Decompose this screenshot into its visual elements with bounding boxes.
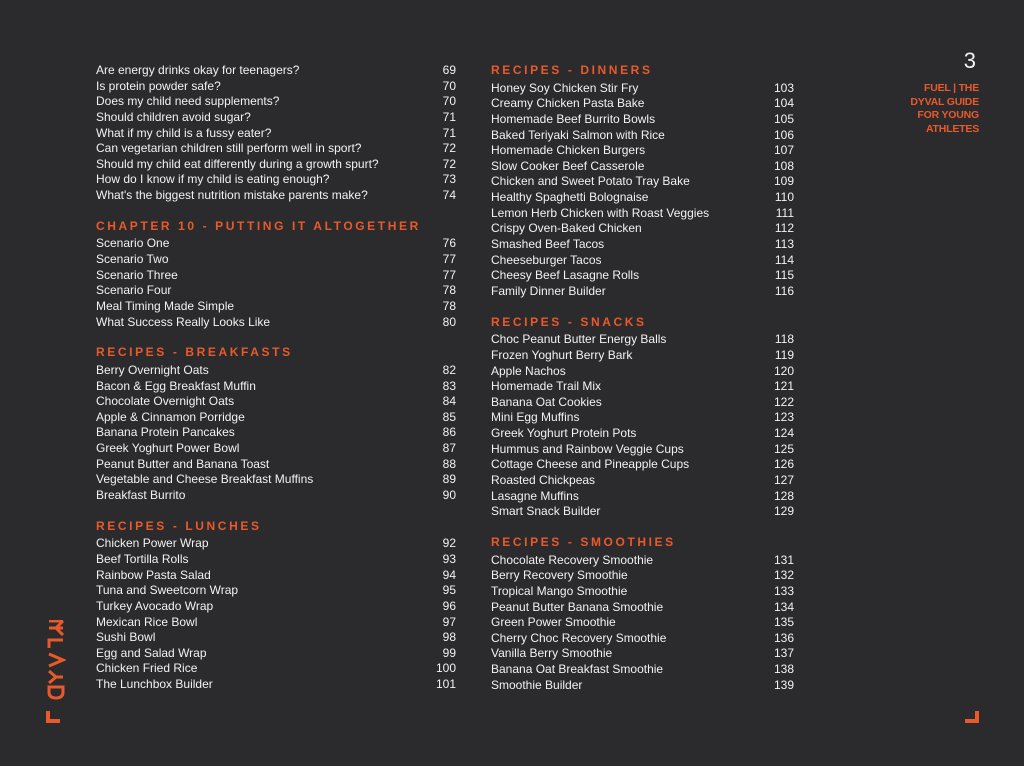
toc-entry — [96, 252, 456, 268]
toc-entry — [491, 284, 794, 300]
toc-entry — [491, 489, 794, 505]
toc-entry-page-number: 134 — [773, 599, 794, 614]
toc-entry — [491, 442, 794, 458]
toc-entry-title: Family Dinner Builder — [491, 283, 606, 298]
toc-entry — [491, 568, 794, 584]
toc-entry-page-number: 139 — [773, 677, 794, 692]
toc-entry-title: Chicken Fried Rice — [96, 661, 198, 676]
toc-entry-page-number: 93 — [442, 551, 456, 566]
corner-bracket-bottom-right — [965, 711, 979, 723]
toc-entry-page-number: 122 — [773, 394, 794, 409]
toc-entry-title: Healthy Spaghetti Bolognaise — [491, 190, 649, 205]
toc-entry-page-number: 88 — [442, 456, 456, 471]
toc-entry-page-number: 115 — [774, 268, 794, 283]
toc-entry-page-number: 76 — [442, 236, 456, 251]
toc-entry — [96, 599, 456, 615]
toc-entry-page-number: 74 — [442, 188, 456, 203]
toc-entry-page-number: 116 — [774, 283, 794, 298]
toc-entry-title: Honey Soy Chicken Stir Fry — [491, 80, 639, 95]
toc-entry-title: Slow Cooker Beef Casserole — [491, 158, 645, 173]
toc-entry — [96, 568, 456, 584]
toc-entry-page-number: 136 — [773, 630, 794, 645]
toc-entry — [491, 237, 794, 253]
toc-entry-title: Cottage Cheese and Pineapple Cups — [491, 457, 690, 472]
toc-entry — [491, 332, 794, 348]
toc-entry-title: Roasted Chickpeas — [491, 473, 596, 488]
toc-entry-page-number: 123 — [773, 410, 794, 425]
toc-entry — [96, 299, 456, 315]
toc-entry-page-number: 103 — [773, 80, 794, 95]
toc-entry-title: Homemade Trail Mix — [491, 379, 602, 394]
section-heading: CHAPTER 10 - PUTTING IT ALTOGETHER — [96, 218, 421, 233]
toc-entry-title: Meal Timing Made Simple — [96, 298, 235, 313]
toc-entry-page-number: 100 — [435, 661, 456, 676]
toc-entry-title: Green Power Smoothie — [491, 615, 616, 630]
toc-entry-title: Should children avoid sugar? — [96, 109, 251, 124]
toc-entry-title: What Success Really Looks Like — [96, 314, 271, 329]
toc-entry — [96, 410, 456, 426]
toc-entry-title: Does my child need supplements? — [96, 94, 280, 109]
toc-entry-page-number: 126 — [773, 457, 794, 472]
toc-entry-page-number: 127 — [773, 473, 794, 488]
toc-entry-page-number: 108 — [773, 158, 794, 173]
toc-entry-page-number: 120 — [773, 363, 794, 378]
toc-entry — [96, 110, 456, 126]
toc-entry-title: Rainbow Pasta Salad — [96, 567, 211, 582]
toc-section-dinners — [491, 63, 794, 300]
toc-entry-title: Hummus and Rainbow Veggie Cups — [491, 441, 684, 456]
toc-entry-page-number: 95 — [442, 583, 456, 598]
guide-title-line: FOR YOUNG — [917, 109, 979, 122]
toc-entry-page-number: 118 — [774, 332, 794, 347]
toc-entry — [96, 441, 456, 457]
toc-entry — [96, 583, 456, 599]
toc-entry-page-number: 70 — [442, 94, 456, 109]
guide-title-line: FUEL | THE — [924, 82, 979, 94]
toc-entry — [491, 379, 794, 395]
toc-entry-title: Vanilla Berry Smoothie — [491, 646, 613, 661]
toc-entry-title: What's the biggest nutrition mistake parents make? — [96, 188, 368, 203]
toc-section-smoothies — [491, 535, 794, 693]
toc-entry — [491, 600, 794, 616]
toc-entry-title: Frozen Yoghurt Berry Bark — [491, 347, 633, 362]
toc-entry — [491, 159, 794, 175]
toc-entry-page-number: 113 — [774, 237, 794, 252]
toc-entry-page-number: 80 — [442, 314, 456, 329]
toc-entry-title: Cheeseburger Tacos — [491, 252, 602, 267]
toc-entry-page-number: 77 — [442, 267, 456, 282]
toc-entry — [96, 677, 456, 693]
page-number: 3 — [963, 48, 976, 73]
section-heading: RECIPES - DINNERS — [491, 63, 653, 77]
toc-entry — [491, 221, 794, 237]
toc-section-chapter-10 — [96, 219, 456, 330]
toc-entry-title: Egg and Salad Wrap — [96, 645, 207, 660]
toc-entry-page-number: 99 — [442, 645, 456, 660]
guide-title — [910, 82, 979, 136]
toc-entry-page-number: 110 — [774, 190, 794, 205]
toc-entry-page-number: 82 — [442, 362, 456, 377]
toc-entry-title: Homemade Chicken Burgers — [491, 143, 646, 158]
toc-entry-title: Should my child eat differently during a growth spurt? — [96, 156, 379, 171]
toc-entry-title: Cherry Choc Recovery Smoothie — [491, 630, 667, 645]
toc-entry — [491, 631, 794, 647]
toc-entry-title: Apple Nachos — [491, 363, 566, 378]
toc-entry-page-number: 111 — [775, 205, 794, 220]
guide-title-line: ATHLETES — [925, 122, 979, 135]
toc-entry-title: Greek Yoghurt Protein Pots — [491, 426, 637, 441]
toc-entry-page-number: 84 — [442, 394, 456, 409]
toc-entry-page-number: 138 — [773, 662, 794, 677]
toc-entry-page-number: 77 — [442, 252, 456, 267]
toc-entry-title: Greek Yoghurt Power Bowl — [96, 441, 240, 456]
toc-entry-title: Lemon Herb Chicken with Roast Veggies — [491, 205, 710, 220]
toc-entry-title: Banana Oat Breakfast Smoothie — [491, 662, 664, 677]
toc-entry — [96, 457, 456, 473]
toc-entry-title: Smart Snack Builder — [491, 504, 601, 519]
toc-entry-page-number: 83 — [442, 378, 456, 393]
toc-entry-page-number: 104 — [773, 96, 794, 111]
toc-entry-page-number: 125 — [773, 441, 794, 456]
toc-entry — [491, 646, 794, 662]
toc-entry-page-number: 78 — [442, 298, 456, 313]
toc-entry-title: Peanut Butter and Banana Toast — [96, 456, 270, 471]
toc-entry — [96, 188, 456, 204]
toc-entry-page-number: 90 — [442, 488, 456, 503]
toc-entry-page-number: 89 — [442, 472, 456, 487]
toc-entry-title: Scenario Four — [96, 283, 172, 298]
toc-entry — [491, 143, 794, 159]
toc-entry-title: Peanut Butter Banana Smoothie — [491, 599, 664, 614]
toc-entry-page-number: 86 — [442, 425, 456, 440]
toc-entry-page-number: 92 — [442, 536, 456, 551]
toc-entry-title: Sushi Bowl — [96, 630, 156, 645]
toc-entry-title: What if my child is a fussy eater? — [96, 125, 272, 140]
toc-entry-page-number: 119 — [774, 347, 794, 362]
toc-entry — [96, 141, 456, 157]
toc-entry-page-number: 69 — [442, 63, 456, 77]
toc-entry — [491, 395, 794, 411]
toc-entry — [491, 678, 794, 694]
toc-entry — [96, 268, 456, 284]
toc-entry-page-number: 129 — [773, 504, 794, 519]
toc-entry — [96, 63, 456, 79]
toc-entry-page-number: 135 — [773, 615, 794, 630]
toc-entry-title: Beef Tortilla Rolls — [96, 551, 189, 566]
toc-entry-page-number: 96 — [442, 598, 456, 613]
toc-entry-page-number: 131 — [773, 552, 794, 567]
toc-entry-page-number: 114 — [774, 252, 794, 267]
toc-entry — [491, 268, 794, 284]
section-heading: RECIPES - BREAKFASTS — [96, 345, 293, 360]
toc-entry-page-number: 70 — [442, 78, 456, 93]
toc-entry-title: Smashed Beef Tacos — [491, 237, 605, 252]
toc-entry-title: Cheesy Beef Lasagne Rolls — [491, 268, 640, 283]
toc-entry-title: Chocolate Overnight Oats — [96, 394, 235, 409]
toc-entry — [96, 126, 456, 142]
toc-entry-title: Can vegetarian children still perform well in sport? — [96, 141, 362, 156]
toc-entry-title: Chicken Power Wrap — [96, 536, 209, 551]
toc-entry — [96, 94, 456, 110]
toc-entry-title: The Lunchbox Builder — [96, 677, 213, 692]
dyval-logo — [46, 620, 66, 700]
toc-entry — [96, 425, 456, 441]
toc-entry — [96, 379, 456, 395]
toc-entry — [96, 283, 456, 299]
toc-left-column — [96, 63, 456, 693]
toc-entry — [96, 536, 456, 552]
toc-section-faq — [96, 63, 456, 204]
toc-entry-title: Berry Overnight Oats — [96, 362, 209, 377]
toc-entry-page-number: 107 — [773, 143, 794, 158]
toc-entry — [491, 190, 794, 206]
toc-entry-title: Berry Recovery Smoothie — [491, 568, 628, 583]
toc-entry-title: Apple & Cinnamon Porridge — [96, 409, 245, 424]
toc-section-lunches — [96, 519, 456, 693]
section-heading: RECIPES - SNACKS — [491, 314, 647, 329]
toc-entry-page-number: 109 — [773, 174, 794, 189]
toc-entry-page-number: 112 — [774, 221, 794, 236]
toc-entry-page-number: 72 — [442, 141, 456, 156]
toc-entry-title: Mexican Rice Bowl — [96, 614, 198, 629]
toc-right-column — [491, 63, 794, 693]
toc-section-snacks — [491, 315, 794, 520]
corner-bracket-bottom-left — [46, 711, 60, 723]
section-heading: RECIPES - LUNCHES — [96, 518, 262, 533]
toc-entry — [491, 206, 794, 222]
toc-entry — [96, 79, 456, 95]
toc-entry — [491, 253, 794, 269]
toc-entry-title: Scenario Two — [96, 252, 169, 267]
toc-entry-title: Creamy Chicken Pasta Bake — [491, 96, 645, 111]
toc-entry — [491, 410, 794, 426]
toc-entry-title: Turkey Avocado Wrap — [96, 598, 214, 613]
toc-entry-title: Scenario One — [96, 236, 170, 251]
toc-entry-page-number: 94 — [442, 567, 456, 582]
toc-entry-page-number: 105 — [773, 111, 794, 126]
toc-entry-title: Tuna and Sweetcorn Wrap — [96, 583, 239, 598]
toc-entry-page-number: 73 — [442, 172, 456, 187]
toc-entry — [491, 174, 794, 190]
toc-entry — [491, 584, 794, 600]
guide-title-line: DYVAL GUIDE — [910, 95, 979, 108]
toc-entry-page-number: 128 — [773, 488, 794, 503]
toc-entry — [96, 661, 456, 677]
toc-entry-page-number: 78 — [442, 283, 456, 298]
toc-entry — [96, 472, 456, 488]
toc-entry — [491, 426, 794, 442]
toc-entry — [491, 553, 794, 569]
toc-entry — [491, 504, 794, 520]
toc-entry — [96, 630, 456, 646]
toc-entry — [96, 394, 456, 410]
toc-entry-page-number: 106 — [773, 127, 794, 142]
toc-entry — [96, 157, 456, 173]
toc-entry-page-number: 71 — [442, 109, 456, 124]
toc-entry — [96, 488, 456, 504]
toc-entry-title: Baked Teriyaki Salmon with Rice — [491, 127, 665, 142]
section-heading: RECIPES - SMOOTHIES — [491, 534, 676, 549]
toc-entry-page-number: 137 — [773, 646, 794, 661]
toc-entry-page-number: 71 — [442, 125, 456, 140]
toc-entry-title: Are energy drinks okay for teenagers? — [96, 63, 300, 77]
toc-entry-page-number: 85 — [442, 409, 456, 424]
toc-entry — [491, 473, 794, 489]
toc-entry — [491, 364, 794, 380]
toc-entry-title: Scenario Three — [96, 267, 178, 282]
toc-entry — [491, 112, 794, 128]
toc-entry-title: Mini Egg Muffins — [491, 410, 580, 425]
toc-entry-title: Chocolate Recovery Smoothie — [491, 552, 654, 567]
toc-entry-title: Tropical Mango Smoothie — [491, 583, 628, 598]
toc-entry — [96, 172, 456, 188]
toc-entry-title: How do I know if my child is eating enough? — [96, 172, 330, 187]
toc-entry — [96, 552, 456, 568]
toc-entry-page-number: 101 — [435, 677, 456, 692]
toc-entry — [96, 315, 456, 331]
toc-entry-title: Chicken and Sweet Potato Tray Bake — [491, 174, 690, 189]
toc-entry-title: Choc Peanut Butter Energy Balls — [491, 332, 667, 347]
toc-entry-page-number: 98 — [442, 630, 456, 645]
toc-entry — [96, 363, 456, 379]
toc-entry-title: Bacon & Egg Breakfast Muffin — [96, 378, 256, 393]
toc-entry — [491, 615, 794, 631]
toc-entry — [491, 457, 794, 473]
toc-entry-title: Banana Protein Pancakes — [96, 425, 235, 440]
toc-entry — [491, 128, 794, 144]
toc-entry-title: Vegetable and Cheese Breakfast Muffins — [96, 472, 314, 487]
toc-entry-page-number: 87 — [442, 441, 456, 456]
toc-entry-page-number: 132 — [773, 568, 794, 583]
toc-entry-title: Breakfast Burrito — [96, 488, 186, 503]
toc-entry-title: Crispy Oven-Baked Chicken — [491, 221, 642, 236]
toc-entry-title: Lasagne Muffins — [491, 488, 579, 503]
toc-entry-page-number: 97 — [442, 614, 456, 629]
toc-entry-page-number: 72 — [442, 156, 456, 171]
toc-entry — [491, 662, 794, 678]
toc-entry — [491, 96, 794, 112]
toc-entry-page-number: 121 — [773, 379, 794, 394]
toc-section-breakfasts — [96, 345, 456, 503]
toc-entry — [96, 236, 456, 252]
toc-entry — [491, 81, 794, 97]
toc-entry-title: Smoothie Builder — [491, 677, 583, 692]
toc-entry — [96, 646, 456, 662]
toc-entry — [491, 348, 794, 364]
toc-entry-title: Homemade Beef Burrito Bowls — [491, 111, 656, 126]
toc-entry-page-number: 133 — [773, 583, 794, 598]
toc-entry-title: Is protein powder safe? — [96, 78, 221, 93]
toc-entry-title: Banana Oat Cookies — [491, 394, 602, 409]
toc-entry-page-number: 124 — [773, 426, 794, 441]
toc-entry — [96, 615, 456, 631]
